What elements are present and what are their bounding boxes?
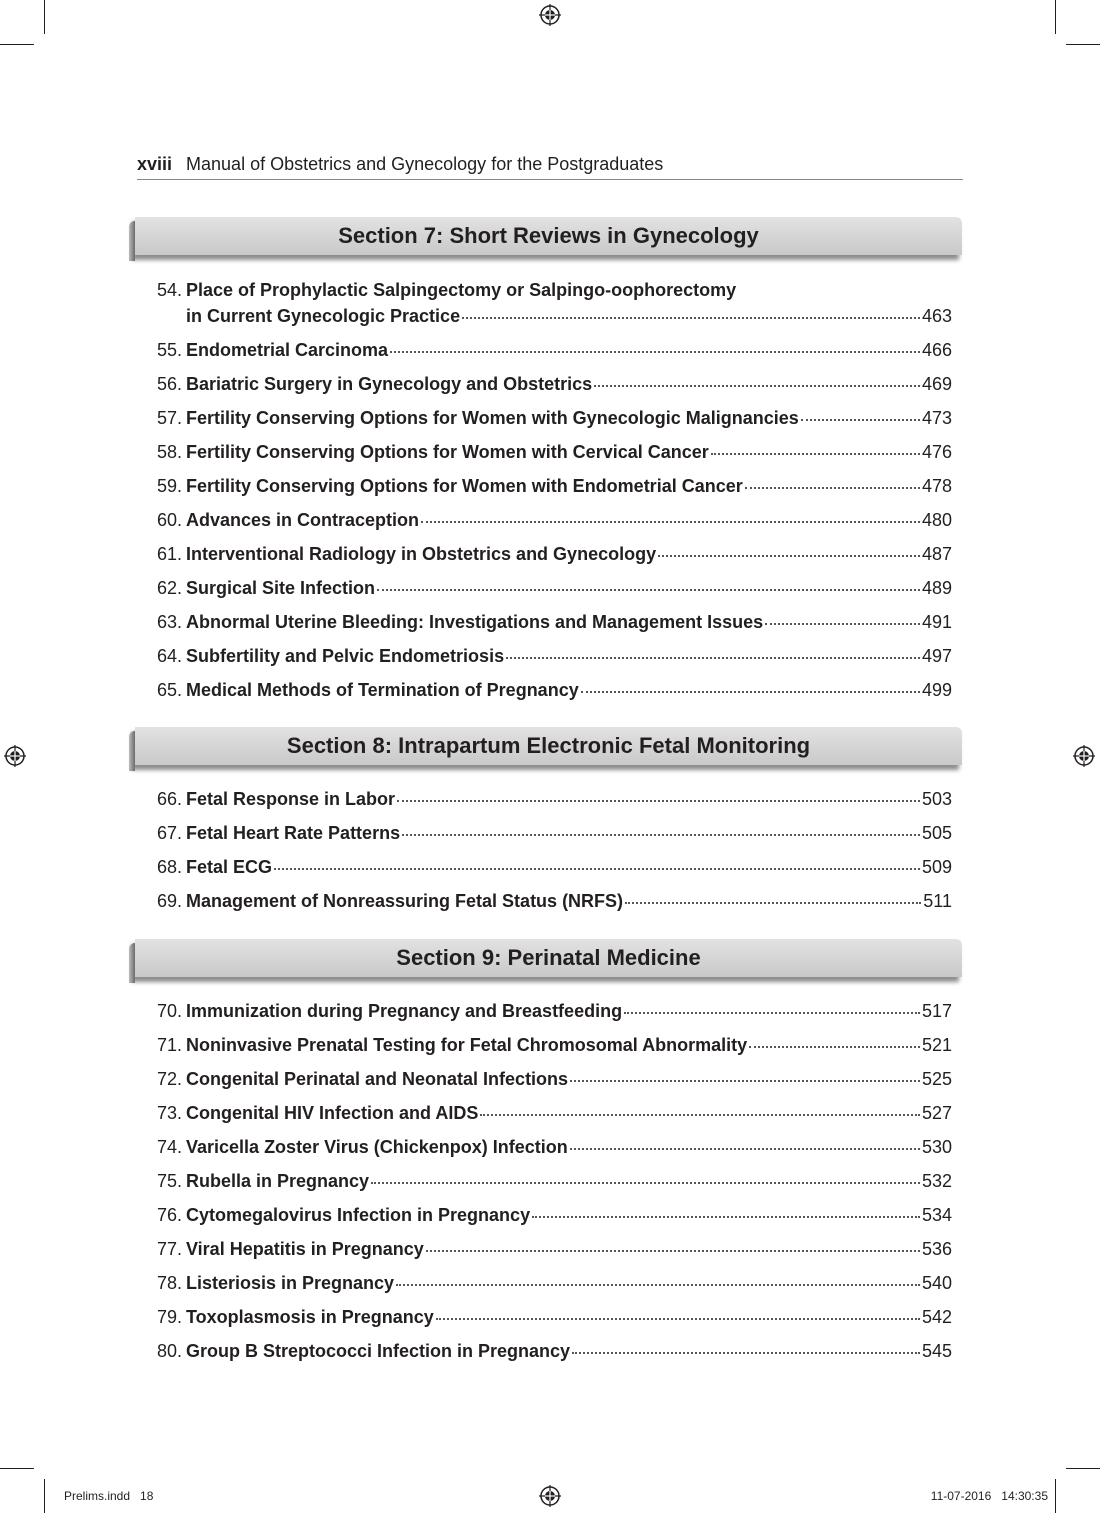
page-number: 476	[921, 442, 952, 462]
chapter-number: 67.	[156, 823, 182, 843]
toc-entry[interactable]	[146, 405, 952, 431]
chapter-number: 70.	[156, 1001, 182, 1021]
section-heading: Section 9: Perinatal Medicine	[135, 939, 962, 977]
dot-leader	[462, 316, 920, 319]
page-number: 532	[921, 1171, 952, 1191]
dot-leader	[658, 554, 920, 557]
page-number: 466	[921, 340, 952, 360]
chapter-number: 55.	[156, 340, 182, 360]
chapter-title: Congenital HIV Infection and AIDS	[186, 1103, 479, 1123]
chapter-number: 78.	[156, 1273, 182, 1293]
dot-leader	[377, 588, 920, 591]
chapter-title: Advances in Contraception	[186, 510, 420, 530]
dot-leader	[570, 1079, 920, 1082]
registration-mark-icon	[4, 745, 26, 767]
chapter-number: 80.	[156, 1341, 182, 1361]
dot-leader	[396, 1283, 920, 1286]
toc-entry[interactable]	[146, 1304, 952, 1330]
page-number: 469	[921, 374, 952, 394]
toc-entry[interactable]	[146, 337, 952, 363]
chapter-number: 60.	[156, 510, 182, 530]
toc-entry[interactable]	[146, 1100, 952, 1126]
toc-entry[interactable]	[146, 1066, 952, 1092]
chapter-number: 63.	[156, 612, 182, 632]
chapter-title: Fertility Conserving Options for Women with Cervical Cancer	[186, 442, 709, 462]
toc-entry[interactable]	[146, 1202, 952, 1228]
page-number: 534	[921, 1205, 952, 1225]
dot-leader	[421, 520, 920, 523]
running-head	[137, 152, 963, 180]
page-number: 503	[921, 789, 952, 809]
toc-entry[interactable]	[146, 575, 952, 601]
toc-entry[interactable]	[146, 1134, 952, 1160]
page-number: 545	[921, 1341, 952, 1361]
chapter-number: 61.	[156, 544, 182, 564]
toc-entry[interactable]	[146, 854, 952, 880]
toc-entry[interactable]	[146, 541, 952, 567]
chapter-number: 64.	[156, 646, 182, 666]
toc-entry[interactable]	[146, 1338, 952, 1364]
toc-entry[interactable]	[146, 998, 952, 1024]
toc-entry[interactable]	[146, 439, 952, 465]
page-number: 511	[923, 891, 952, 911]
chapter-title: Congenital Perinatal and Neonatal Infections	[186, 1069, 569, 1089]
chapter-number: 56.	[156, 374, 182, 394]
chapter-title: Fertility Conserving Options for Women with Gynecologic Malignancies	[186, 408, 799, 428]
page-number: 525	[921, 1069, 952, 1089]
chapter-title: Medical Methods of Termination of Pregnancy	[186, 680, 579, 700]
page-number: 491	[921, 612, 952, 632]
page-number: 527	[921, 1103, 952, 1123]
chapter-title: Cytomegalovirus Infection in Pregnancy	[186, 1205, 531, 1225]
dot-leader	[625, 901, 921, 904]
dot-leader	[711, 452, 920, 455]
chapter-title: Interventional Radiology in Obstetrics and Gynecology	[186, 544, 657, 564]
chapter-number: 66.	[156, 789, 182, 809]
crop-mark	[1066, 1468, 1100, 1469]
chapter-title: Abnormal Uterine Bleeding: Investigations and Management Issues	[186, 612, 764, 632]
chapter-title: Toxoplasmosis in Pregnancy	[186, 1307, 434, 1327]
page-number: 473	[921, 408, 952, 428]
toc-entry[interactable]	[146, 1168, 952, 1194]
page-number: 521	[921, 1035, 952, 1055]
chapter-title: Surgical Site Infection	[186, 578, 376, 598]
dot-leader	[436, 1317, 920, 1320]
chapter-title: Varicella Zoster Virus (Chickenpox) Infection	[186, 1137, 568, 1157]
toc-list	[146, 998, 952, 1372]
chapter-title: Endometrial Carcinoma	[186, 340, 389, 360]
toc-entry[interactable]	[146, 609, 952, 635]
footer-date-slug: 11-07-2016 14:30:35	[930, 1489, 1048, 1503]
toc-entry[interactable]	[146, 888, 952, 914]
toc-entry[interactable]	[146, 507, 952, 533]
dot-leader	[801, 418, 920, 421]
chapter-number: 57.	[156, 408, 182, 428]
chapter-title: Viral Hepatitis in Pregnancy	[186, 1239, 424, 1259]
chapter-number: 75.	[156, 1171, 182, 1191]
page-number: 509	[921, 857, 952, 877]
crop-mark	[0, 1468, 34, 1469]
chapter-title: Fertility Conserving Options for Women with Endometrial Cancer	[186, 476, 743, 496]
crop-mark	[1055, 0, 1056, 34]
dot-leader	[402, 833, 920, 836]
registration-mark-icon	[539, 4, 561, 26]
dot-leader	[532, 1215, 920, 1218]
chapter-number: 77.	[156, 1239, 182, 1259]
dot-leader	[749, 1045, 920, 1048]
chapter-number: 54.	[156, 280, 182, 300]
toc-entry[interactable]	[146, 820, 952, 846]
toc-entry[interactable]	[146, 1236, 952, 1262]
page-number: 497	[921, 646, 952, 666]
chapter-number: 76.	[156, 1205, 182, 1225]
page-number: 517	[921, 1001, 952, 1021]
crop-mark	[1066, 44, 1100, 45]
dot-leader	[765, 622, 920, 625]
dot-leader	[274, 867, 920, 870]
chapter-number: 68.	[156, 857, 182, 877]
toc-list	[146, 277, 952, 711]
chapter-title: Place of Prophylactic Salpingectomy or Salpingo-oophorectomy	[186, 280, 737, 300]
dot-leader	[624, 1011, 920, 1014]
section-heading: Section 8: Intrapartum Electronic Fetal Monitoring	[135, 727, 962, 765]
registration-mark-icon	[539, 1485, 561, 1507]
crop-mark	[0, 44, 34, 45]
chapter-number: 71.	[156, 1035, 182, 1055]
chapter-number: 58.	[156, 442, 182, 462]
section-heading: Section 7: Short Reviews in Gynecology	[135, 217, 962, 255]
dot-leader	[581, 690, 920, 693]
crop-mark	[44, 0, 45, 34]
dot-leader	[390, 350, 920, 353]
page-number: 536	[921, 1239, 952, 1259]
chapter-title: Subfertility and Pelvic Endometriosis	[186, 646, 505, 666]
toc-entry[interactable]	[146, 473, 952, 499]
chapter-title: Group B Streptococci Infection in Pregnancy	[186, 1341, 571, 1361]
toc-entry[interactable]	[146, 1270, 952, 1296]
page-number: 478	[921, 476, 952, 496]
dot-leader	[572, 1351, 920, 1354]
toc-list	[146, 786, 952, 922]
dot-leader	[371, 1181, 920, 1184]
page-number: 540	[921, 1273, 952, 1293]
crop-mark	[44, 1479, 45, 1513]
chapter-number: 73.	[156, 1103, 182, 1123]
chapter-title: Noninvasive Prenatal Testing for Fetal Chromosomal Abnormality	[186, 1035, 748, 1055]
dot-leader	[426, 1249, 920, 1252]
page-number: 480	[921, 510, 952, 530]
toc-entry[interactable]	[146, 677, 952, 703]
chapter-number: 69.	[156, 891, 182, 911]
chapter-number: 79.	[156, 1307, 182, 1327]
page-number: 487	[921, 544, 952, 564]
book-title: Manual of Obstetrics and Gynecology for the Postgraduates	[186, 154, 664, 174]
chapter-number: 72.	[156, 1069, 182, 1089]
dot-leader	[570, 1147, 920, 1150]
page-folio: xviii	[137, 154, 173, 174]
page-number: 542	[921, 1307, 952, 1327]
chapter-title: Bariatric Surgery in Gynecology and Obstetrics	[186, 374, 593, 394]
dot-leader	[506, 656, 920, 659]
chapter-title: Rubella in Pregnancy	[186, 1171, 370, 1191]
chapter-number: 62.	[156, 578, 182, 598]
chapter-title: Fetal ECG	[186, 857, 273, 877]
toc-entry[interactable]	[146, 643, 952, 669]
page-number: 505	[921, 823, 952, 843]
page-number: 489	[921, 578, 952, 598]
toc-entry[interactable]	[146, 1032, 952, 1058]
chapter-title: Fetal Response in Labor	[186, 789, 396, 809]
dot-leader	[594, 384, 920, 387]
toc-entry[interactable]	[146, 371, 952, 397]
crop-mark	[1055, 1479, 1056, 1513]
chapter-title: Management of Nonreassuring Fetal Status (NRFS)	[186, 891, 624, 911]
dot-leader	[480, 1113, 920, 1116]
registration-mark-icon	[1073, 745, 1095, 767]
page-number: 530	[921, 1137, 952, 1157]
chapter-title: Immunization during Pregnancy and Breastfeeding	[186, 1001, 623, 1021]
dot-leader	[745, 486, 920, 489]
dot-leader	[397, 799, 920, 802]
page-number: 463	[921, 306, 952, 326]
chapter-title: in Current Gynecologic Practice	[186, 306, 461, 326]
chapter-title: Listeriosis in Pregnancy	[186, 1273, 395, 1293]
chapter-title: Fetal Heart Rate Patterns	[186, 823, 401, 843]
chapter-number: 59.	[156, 476, 182, 496]
chapter-number: 65.	[156, 680, 182, 700]
toc-entry[interactable]	[146, 277, 952, 329]
toc-entry[interactable]	[146, 786, 952, 812]
chapter-number: 74.	[156, 1137, 182, 1157]
page-number: 499	[921, 680, 952, 700]
footer-file-slug: Prelims.indd 18	[64, 1489, 154, 1503]
